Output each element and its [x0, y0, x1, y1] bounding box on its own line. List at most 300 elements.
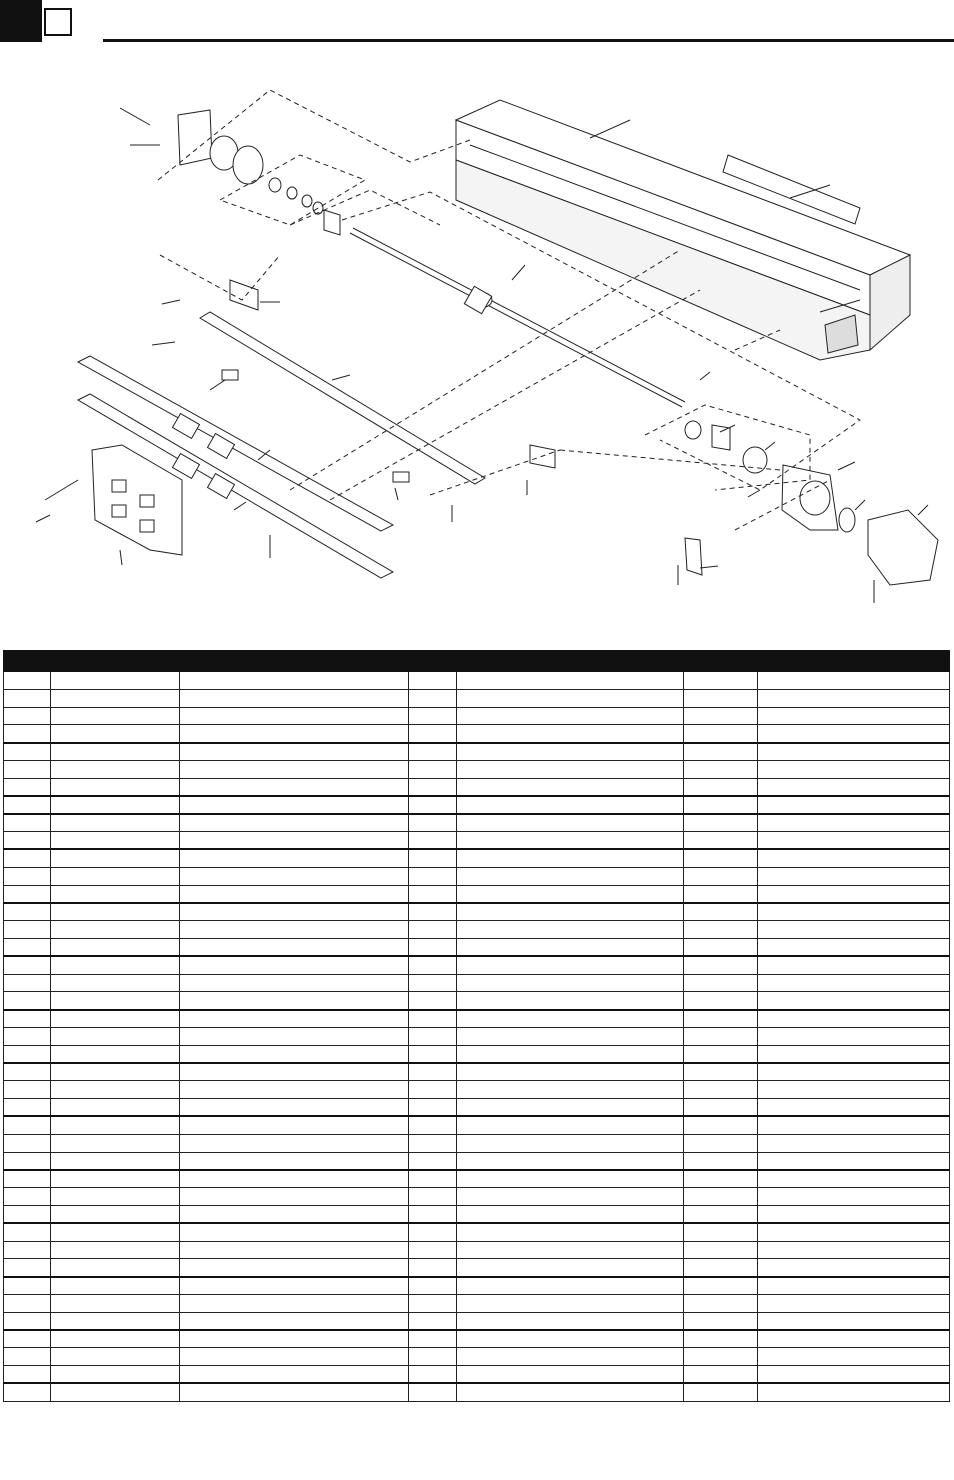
column-header [457, 651, 684, 672]
table-row [4, 1277, 950, 1295]
table-header-row [4, 651, 950, 672]
table-cell [684, 1241, 758, 1259]
table-cell [457, 1063, 684, 1081]
table-cell [684, 1027, 758, 1045]
table-cell [409, 1170, 457, 1188]
table-cell [758, 672, 950, 690]
table-cell [180, 1152, 409, 1170]
table-cell [758, 1366, 950, 1384]
brackets [222, 280, 555, 482]
table-cell [180, 725, 409, 743]
table-cell [758, 849, 950, 867]
table-cell [457, 778, 684, 796]
table-row [4, 1170, 950, 1188]
table-cell [684, 1063, 758, 1081]
table-cell [684, 1383, 758, 1401]
table-cell [180, 1205, 409, 1223]
table-row [4, 1205, 950, 1223]
table-cell [51, 992, 180, 1010]
table-cell [684, 1134, 758, 1152]
table-row [4, 1383, 950, 1401]
table-cell [409, 814, 457, 832]
table-cell [4, 672, 51, 690]
table-cell [409, 1366, 457, 1384]
table-cell [409, 1259, 457, 1277]
table-cell [457, 1188, 684, 1206]
table-cell [409, 689, 457, 707]
table-cell [51, 921, 180, 939]
table-cell [684, 1348, 758, 1366]
table-row [4, 743, 950, 761]
table-cell [180, 1294, 409, 1312]
table-cell [180, 1027, 409, 1045]
table-cell [409, 867, 457, 885]
table-cell [51, 743, 180, 761]
table-cell [4, 885, 51, 903]
table-cell [684, 1170, 758, 1188]
table-cell [409, 1330, 457, 1348]
table-cell [758, 938, 950, 956]
table-row [4, 1134, 950, 1152]
table-cell [457, 956, 684, 974]
table-cell [4, 1188, 51, 1206]
table-cell [51, 707, 180, 725]
table-cell [457, 1312, 684, 1330]
table-cell [51, 1116, 180, 1134]
table-cell [409, 992, 457, 1010]
table-cell [758, 1223, 950, 1241]
table-cell [51, 672, 180, 690]
table-cell [409, 1348, 457, 1366]
table-cell [4, 1383, 51, 1401]
table-cell [180, 743, 409, 761]
table-cell [4, 1027, 51, 1045]
column-header [51, 651, 180, 672]
table-cell [684, 1312, 758, 1330]
table-cell [180, 1010, 409, 1028]
table-cell [51, 885, 180, 903]
table-cell [457, 1383, 684, 1401]
table-cell [758, 689, 950, 707]
table-cell [4, 1205, 51, 1223]
table-cell [180, 1259, 409, 1277]
table-cell [684, 832, 758, 850]
table-cell [4, 1241, 51, 1259]
table-cell [409, 1134, 457, 1152]
table-cell [4, 849, 51, 867]
table-cell [758, 1081, 950, 1099]
table-cell [51, 849, 180, 867]
table-cell [457, 1223, 684, 1241]
table-cell [409, 672, 457, 690]
table-cell [409, 1010, 457, 1028]
table-cell [758, 1277, 950, 1295]
table-cell [457, 689, 684, 707]
table-cell [409, 1312, 457, 1330]
table-row [4, 1294, 950, 1312]
table-row [4, 1366, 950, 1384]
table-cell [684, 903, 758, 921]
table-row [4, 938, 950, 956]
table-cell [457, 974, 684, 992]
table-cell [684, 1081, 758, 1099]
left-end-parts [120, 108, 340, 235]
table-cell [457, 1205, 684, 1223]
table-row [4, 1259, 950, 1277]
table-cell [684, 921, 758, 939]
exploded-parts-diagram [0, 50, 954, 640]
table-cell [409, 796, 457, 814]
table-cell [409, 1383, 457, 1401]
table-cell [684, 689, 758, 707]
table-cell [457, 1277, 684, 1295]
table-cell [4, 956, 51, 974]
table-cell [180, 974, 409, 992]
table-cell [409, 778, 457, 796]
table-cell [457, 1099, 684, 1117]
table-cell [180, 938, 409, 956]
table-row [4, 672, 950, 690]
table-cell [180, 1366, 409, 1384]
table-cell [457, 903, 684, 921]
table-cell [758, 1330, 950, 1348]
table-cell [51, 1081, 180, 1099]
table-cell [758, 1063, 950, 1081]
table-cell [457, 1152, 684, 1170]
table-cell [4, 689, 51, 707]
table-cell [180, 814, 409, 832]
table-cell [4, 1170, 51, 1188]
table-row [4, 1241, 950, 1259]
table-cell [51, 1010, 180, 1028]
table-cell [684, 1259, 758, 1277]
table-cell [457, 1366, 684, 1384]
table-row [4, 903, 950, 921]
table-cell [684, 778, 758, 796]
table-row [4, 885, 950, 903]
table-cell [180, 707, 409, 725]
table-row [4, 832, 950, 850]
table-cell [457, 1348, 684, 1366]
table-cell [51, 1027, 180, 1045]
table-row [4, 1223, 950, 1241]
table-cell [4, 1312, 51, 1330]
table-row [4, 1063, 950, 1081]
table-row [4, 689, 950, 707]
table-cell [4, 1134, 51, 1152]
table-cell [180, 796, 409, 814]
table-row [4, 992, 950, 1010]
table-cell [758, 1259, 950, 1277]
table-cell [684, 974, 758, 992]
table-cell [684, 1277, 758, 1295]
table-cell [409, 743, 457, 761]
table-cell [758, 974, 950, 992]
table-cell [457, 725, 684, 743]
table-cell [409, 921, 457, 939]
table-cell [409, 974, 457, 992]
table-cell [51, 814, 180, 832]
table-cell [4, 1366, 51, 1384]
header-rule [103, 39, 954, 42]
table-cell [457, 672, 684, 690]
table-cell [51, 796, 180, 814]
table-cell [758, 885, 950, 903]
table-cell [51, 1188, 180, 1206]
table-cell [684, 1223, 758, 1241]
table-row [4, 1152, 950, 1170]
table-cell [4, 1152, 51, 1170]
table-cell [51, 938, 180, 956]
table-row [4, 849, 950, 867]
table-cell [457, 885, 684, 903]
table-cell [684, 867, 758, 885]
table-cell [684, 672, 758, 690]
table-cell [180, 867, 409, 885]
table-cell [684, 938, 758, 956]
table-cell [4, 814, 51, 832]
table-cell [684, 707, 758, 725]
table-cell [684, 956, 758, 974]
table-cell [758, 1152, 950, 1170]
table-cell [51, 1277, 180, 1295]
table-row [4, 1348, 950, 1366]
table-cell [758, 921, 950, 939]
table-cell [180, 1045, 409, 1063]
table-cell [758, 992, 950, 1010]
table-cell [4, 1330, 51, 1348]
table-cell [180, 1241, 409, 1259]
table-cell [409, 1241, 457, 1259]
table-cell [409, 1277, 457, 1295]
table-cell [51, 1348, 180, 1366]
table-row [4, 707, 950, 725]
table-cell [758, 725, 950, 743]
table-cell [4, 1045, 51, 1063]
table-cell [180, 832, 409, 850]
table-cell [180, 1348, 409, 1366]
table-cell [4, 1348, 51, 1366]
table-row [4, 796, 950, 814]
table-cell [409, 760, 457, 778]
table-cell [4, 992, 51, 1010]
table-row [4, 1099, 950, 1117]
table-cell [51, 956, 180, 974]
table-cell [684, 1188, 758, 1206]
table-cell [684, 760, 758, 778]
table-cell [758, 1205, 950, 1223]
table-row [4, 725, 950, 743]
table-cell [758, 1312, 950, 1330]
table-cell [4, 921, 51, 939]
carriage-plate [92, 445, 182, 555]
table-cell [409, 1099, 457, 1117]
table-row [4, 760, 950, 778]
section-tab [0, 0, 42, 42]
table-cell [457, 1134, 684, 1152]
table-cell [180, 885, 409, 903]
table-row [4, 778, 950, 796]
table-cell [4, 974, 51, 992]
table-cell [409, 1081, 457, 1099]
table-cell [51, 1063, 180, 1081]
table-cell [180, 1223, 409, 1241]
table-cell [758, 903, 950, 921]
main-beam [456, 100, 910, 360]
table-cell [51, 1259, 180, 1277]
table-cell [684, 1294, 758, 1312]
table-cell [180, 778, 409, 796]
table-row [4, 1330, 950, 1348]
table-cell [758, 1294, 950, 1312]
table-cell [409, 903, 457, 921]
table-cell [4, 778, 51, 796]
column-header [684, 651, 758, 672]
table-cell [51, 1241, 180, 1259]
table-cell [457, 743, 684, 761]
table-cell [4, 1294, 51, 1312]
table-cell [4, 1259, 51, 1277]
table-row [4, 956, 950, 974]
table-cell [4, 1081, 51, 1099]
table-cell [758, 1188, 950, 1206]
table-cell [180, 921, 409, 939]
table-cell [684, 1205, 758, 1223]
table-cell [457, 760, 684, 778]
table-cell [758, 1348, 950, 1366]
table-cell [180, 1383, 409, 1401]
table-cell [180, 903, 409, 921]
table-cell [180, 1170, 409, 1188]
table-cell [4, 1010, 51, 1028]
table-cell [457, 849, 684, 867]
table-cell [457, 707, 684, 725]
table-cell [758, 832, 950, 850]
table-cell [457, 938, 684, 956]
table-row [4, 921, 950, 939]
table-cell [409, 1294, 457, 1312]
table-cell [180, 849, 409, 867]
table-cell [51, 760, 180, 778]
table-cell [684, 992, 758, 1010]
table-cell [758, 778, 950, 796]
table-cell [409, 725, 457, 743]
table-cell [457, 992, 684, 1010]
table-cell [457, 814, 684, 832]
table-cell [409, 1205, 457, 1223]
table-cell [4, 938, 51, 956]
table-cell [51, 1045, 180, 1063]
table-cell [457, 1294, 684, 1312]
column-header [758, 651, 950, 672]
table-cell [457, 1241, 684, 1259]
table-cell [758, 796, 950, 814]
table-cell [4, 1099, 51, 1117]
table-cell [758, 956, 950, 974]
table-cell [180, 1099, 409, 1117]
table-cell [758, 1099, 950, 1117]
table-cell [684, 1366, 758, 1384]
table-cell [409, 1223, 457, 1241]
table-cell [457, 832, 684, 850]
table-cell [51, 1294, 180, 1312]
table-cell [758, 1045, 950, 1063]
table-cell [457, 1010, 684, 1028]
table-cell [409, 1027, 457, 1045]
table-cell [180, 992, 409, 1010]
table-cell [409, 849, 457, 867]
table-cell [180, 760, 409, 778]
table-cell [4, 796, 51, 814]
table-cell [51, 1383, 180, 1401]
table-cell [4, 1277, 51, 1295]
table-cell [4, 760, 51, 778]
table-cell [51, 1223, 180, 1241]
table-cell [4, 1116, 51, 1134]
table-cell [457, 1027, 684, 1045]
table-cell [409, 1116, 457, 1134]
table-cell [51, 778, 180, 796]
table-row [4, 1027, 950, 1045]
table-cell [758, 760, 950, 778]
column-header [409, 651, 457, 672]
table-cell [684, 743, 758, 761]
table-cell [180, 689, 409, 707]
table-cell [4, 725, 51, 743]
table-cell [684, 849, 758, 867]
table-cell [758, 1116, 950, 1134]
table-cell [51, 1330, 180, 1348]
table-row [4, 867, 950, 885]
table-cell [180, 1081, 409, 1099]
table-cell [684, 1045, 758, 1063]
column-header [4, 651, 51, 672]
table-cell [457, 1170, 684, 1188]
table-row [4, 1010, 950, 1028]
table-cell [4, 743, 51, 761]
table-cell [180, 1330, 409, 1348]
table-cell [758, 1383, 950, 1401]
right-end-parts [685, 421, 938, 585]
table-cell [684, 1116, 758, 1134]
table-cell [51, 1366, 180, 1384]
table-cell [180, 1277, 409, 1295]
table-cell [51, 1099, 180, 1117]
table-cell [758, 707, 950, 725]
table-cell [4, 903, 51, 921]
table-row [4, 974, 950, 992]
table-cell [180, 1312, 409, 1330]
table-cell [51, 689, 180, 707]
table-cell [409, 832, 457, 850]
table-cell [4, 1223, 51, 1241]
table-cell [758, 814, 950, 832]
table-cell [51, 1134, 180, 1152]
table-cell [457, 867, 684, 885]
table-cell [684, 1010, 758, 1028]
table-cell [4, 867, 51, 885]
table-cell [4, 1063, 51, 1081]
table-cell [684, 1330, 758, 1348]
table-cell [457, 1330, 684, 1348]
table-row [4, 1081, 950, 1099]
table-cell [758, 1241, 950, 1259]
table-cell [758, 1010, 950, 1028]
table-cell [51, 867, 180, 885]
table-cell [51, 903, 180, 921]
table-row [4, 1045, 950, 1063]
table-cell [51, 1205, 180, 1223]
